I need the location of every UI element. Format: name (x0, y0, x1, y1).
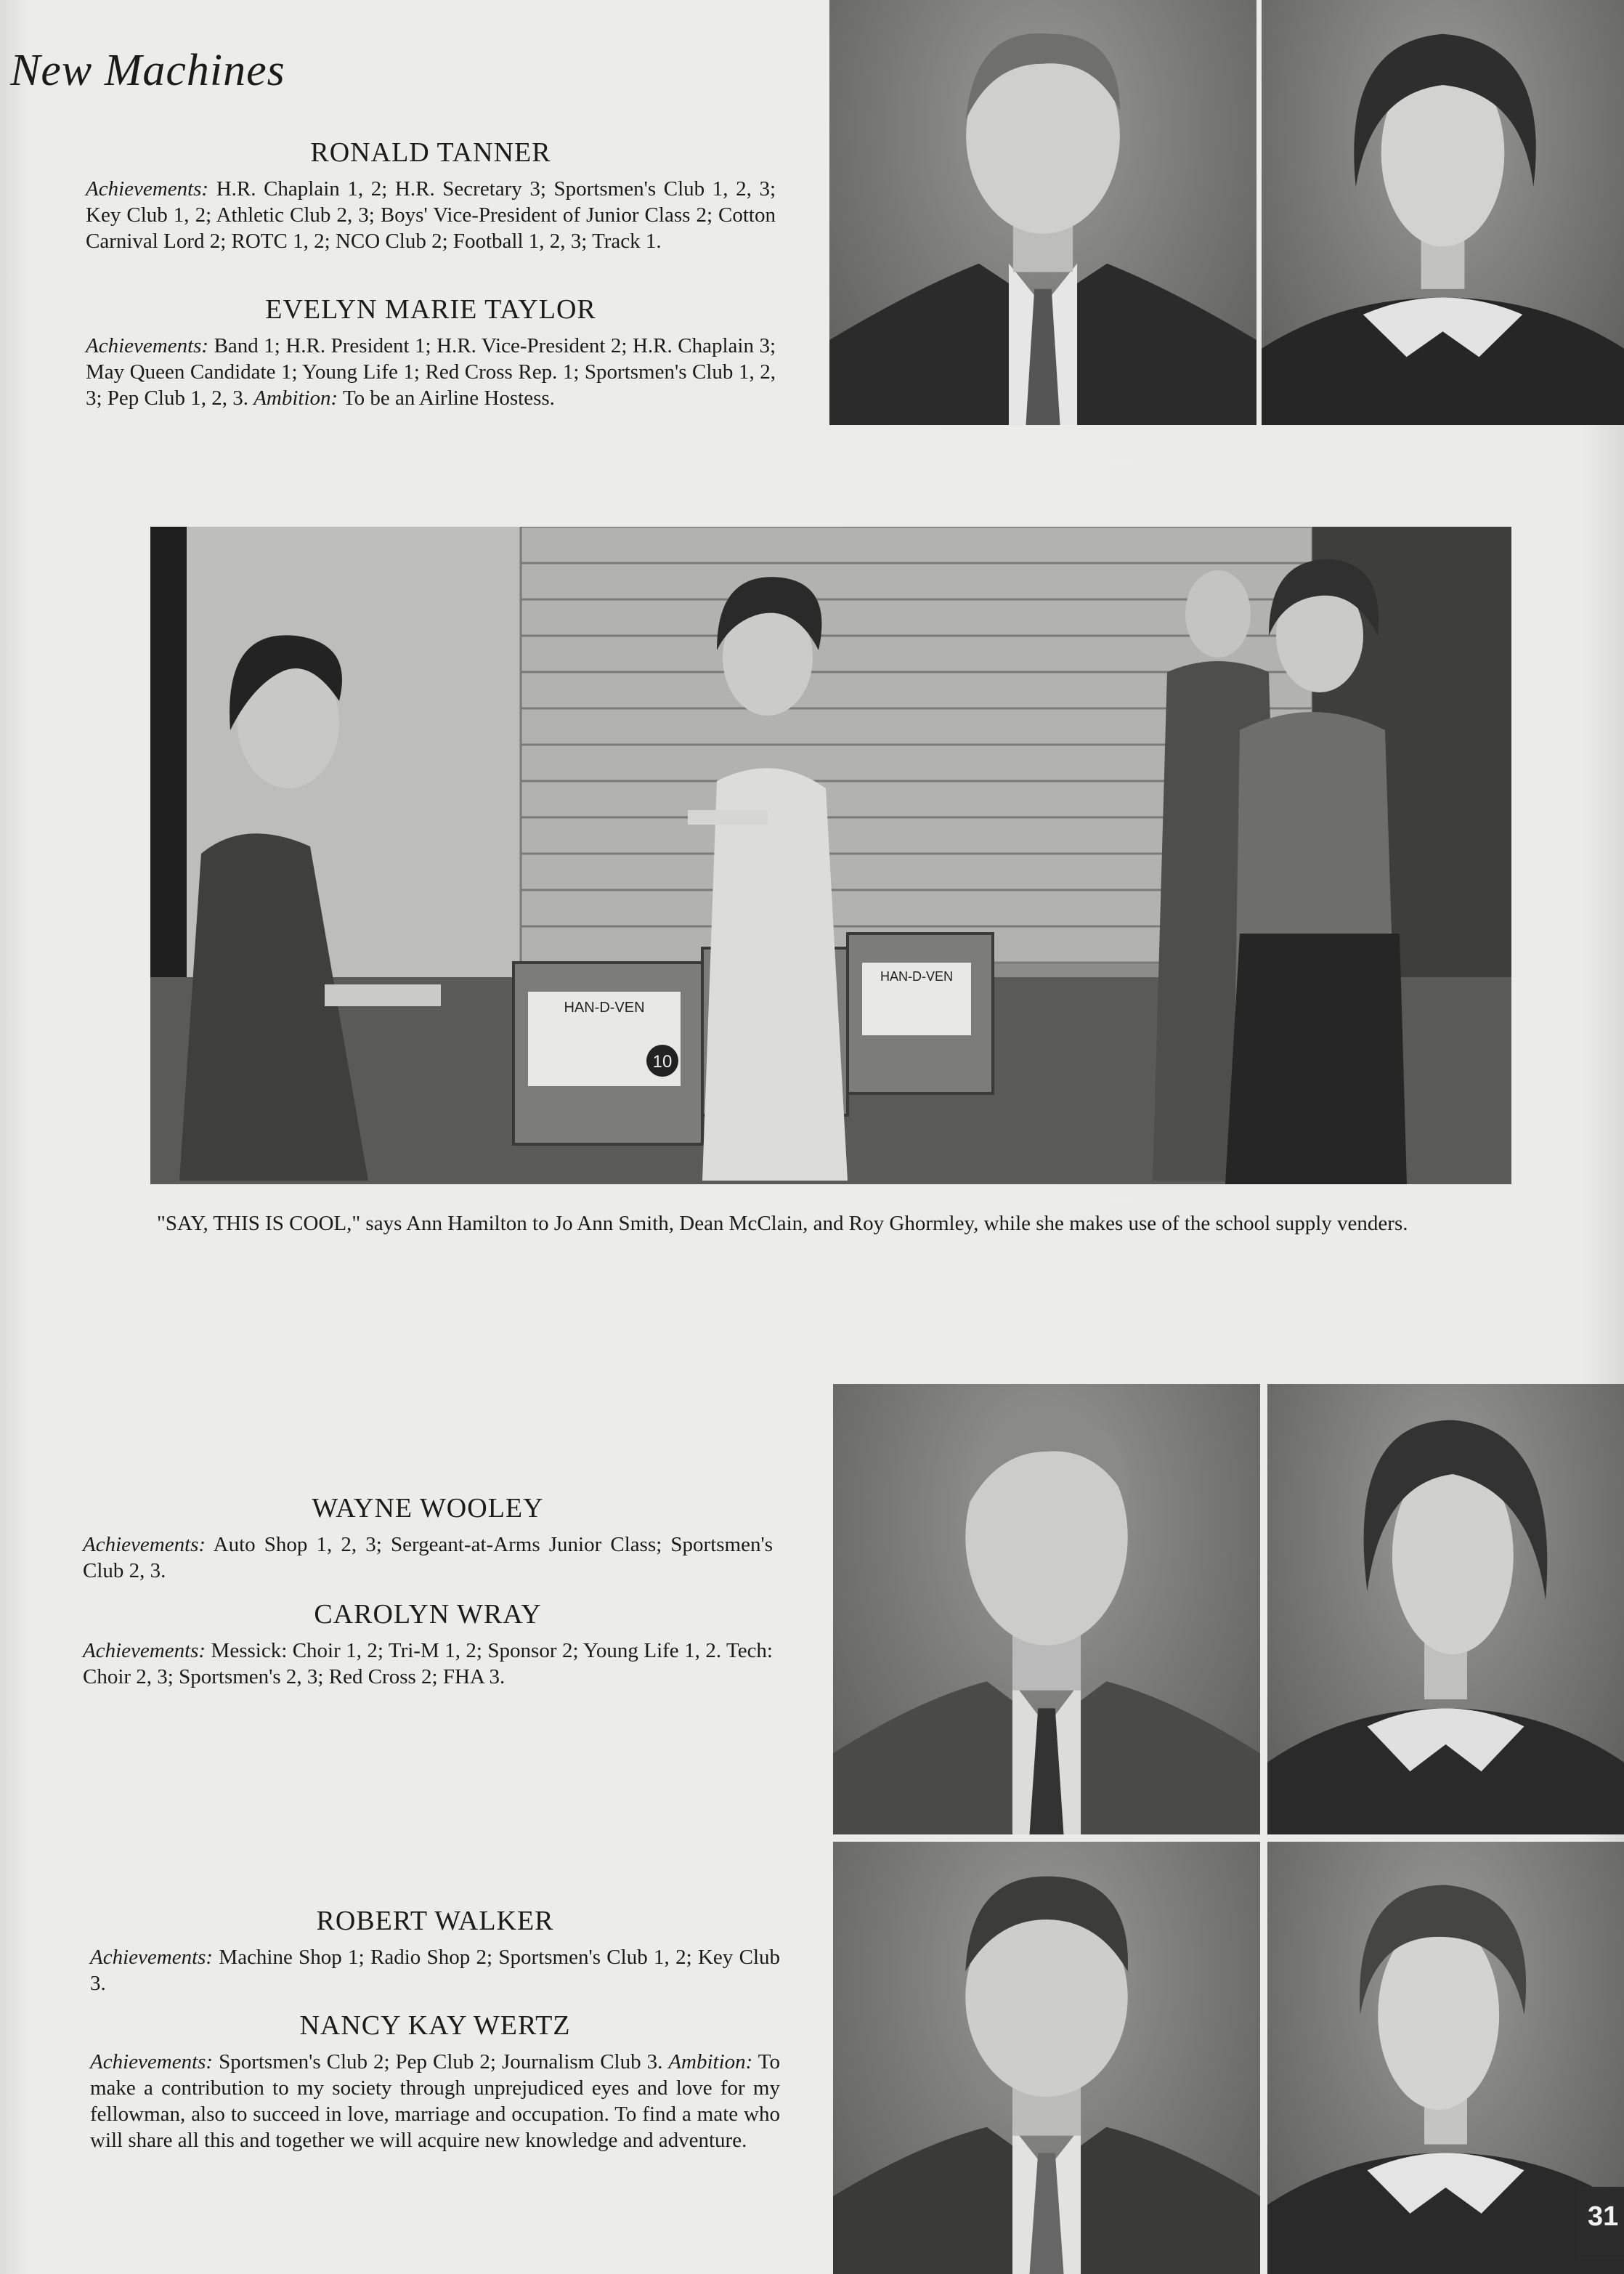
achievements-label: Achievements: (83, 1533, 206, 1556)
student-achievements (90, 2049, 780, 2153)
achievements-text: Messick: Choir 1, 2; Tri-M 1, 2; Sponsor 2; Young Life 1, 2. Tech: Choir 2, 3; Sportsmen's 2, 3; Red Cross 2; FHA 3. (83, 1639, 773, 1688)
group-photo-caption: "SAY, THIS IS COOL," says Ann Hamilton to Jo Ann Smith, Dean McClain, and Roy Ghormley, while she makes use of the school supply venders. (157, 1212, 1408, 1235)
ambition-text: To make a contribution to my society through unprejudiced eyes and love for my fellowman, also to succeed in love, marriage and occupation. To find a mate who will share all this and together we will acquire new knowledge and adventure. (90, 2050, 780, 2152)
portrait-female-icon (1267, 1384, 1624, 1834)
ambition-text: To be an Airline Hostess. (342, 387, 555, 410)
bio-carolyn-wray (83, 1598, 773, 1690)
achievements-text: Band 1; H.R. President 1; H.R. Vice-President 2; H.R. Chaplain 3; May Queen Candidate 1; Young Life 1; Red Cross Rep. 1; Sportsmen's Club 1, 2, 3; Pep Club 1, 2, 3. (86, 334, 776, 410)
portrait-evelyn-marie-taylor (1262, 0, 1624, 425)
achievements-label: Achievements: (83, 1639, 206, 1662)
student-achievements (86, 176, 776, 254)
portrait-carolyn-wray (1267, 1384, 1624, 1834)
vender-sign-price-10: 10 (652, 1052, 673, 1072)
vender-sign-brand: HAN-D-VEN (880, 969, 954, 984)
student-name: ROBERT WALKER (316, 1906, 554, 1936)
bio-evelyn-marie-taylor (86, 294, 776, 411)
portrait-female-icon (1267, 1842, 1624, 2274)
achievements-label: Achievements: (86, 177, 209, 201)
ambition-label: Ambition: (253, 387, 338, 410)
page-number: 31 (1588, 2201, 1619, 2232)
bio-robert-walker (90, 1905, 780, 1996)
student-name: NANCY KAY WERTZ (299, 2010, 571, 2041)
achievements-text: Auto Shop 1, 2, 3; Sergeant-at-Arms Junior Class; Sportsmen's Club 2, 3. (83, 1533, 773, 1582)
portrait-robert-walker (833, 1842, 1260, 2274)
ambition-label: Ambition: (668, 2050, 753, 2073)
student-achievements (90, 1944, 780, 1996)
student-achievements (86, 333, 776, 411)
achievements-label: Achievements: (86, 334, 209, 357)
achievements-label: Achievements: (90, 2050, 214, 2073)
achievements-text: H.R. Chaplain 1, 2; H.R. Secretary 3; Sportsmen's Club 1, 2, 3; Key Club 1, 2; Athletic Club 2, 3; Boys' Vice-President of Junior Class 2; Cotton Carnival Lord 2; ROTC 1, 2; NCO Club 2; Football 1, 2, 3; Track 1. (86, 177, 776, 253)
group-photo (150, 527, 1511, 1184)
achievements-text: Sportsmen's Club 2; Pep Club 2; Journalism Club 3. (219, 2050, 663, 2073)
portrait-male-icon (829, 0, 1256, 425)
portrait-male-icon (833, 1384, 1260, 1834)
portrait-female-icon (1262, 0, 1624, 425)
achievements-text: Machine Shop 1; Radio Shop 2; Sportsmen's Club 1, 2; Key Club 3. (90, 1946, 781, 1995)
student-achievements (83, 1638, 773, 1690)
portrait-wayne-wooley (833, 1384, 1260, 1834)
page-heading: New Machines (10, 46, 285, 95)
student-achievements (83, 1531, 773, 1584)
student-name: WAYNE WOOLEY (312, 1493, 544, 1524)
bio-ronald-tanner (86, 137, 776, 254)
student-name: EVELYN MARIE TAYLOR (265, 294, 596, 325)
bio-nancy-kay-wertz (90, 2010, 780, 2153)
portrait-nancy-kay-wertz (1267, 1842, 1624, 2274)
portrait-male-icon (833, 1842, 1260, 2274)
vender-sign-brand: HAN-D-VEN (564, 1000, 645, 1016)
vending-machine-scene-icon (150, 527, 1511, 1184)
student-name: CAROLYN WRAY (314, 1599, 542, 1630)
bio-wayne-wooley (83, 1492, 773, 1584)
student-name: RONALD TANNER (310, 137, 551, 168)
portrait-ronald-tanner (829, 0, 1256, 425)
achievements-label: Achievements: (90, 1946, 214, 1969)
